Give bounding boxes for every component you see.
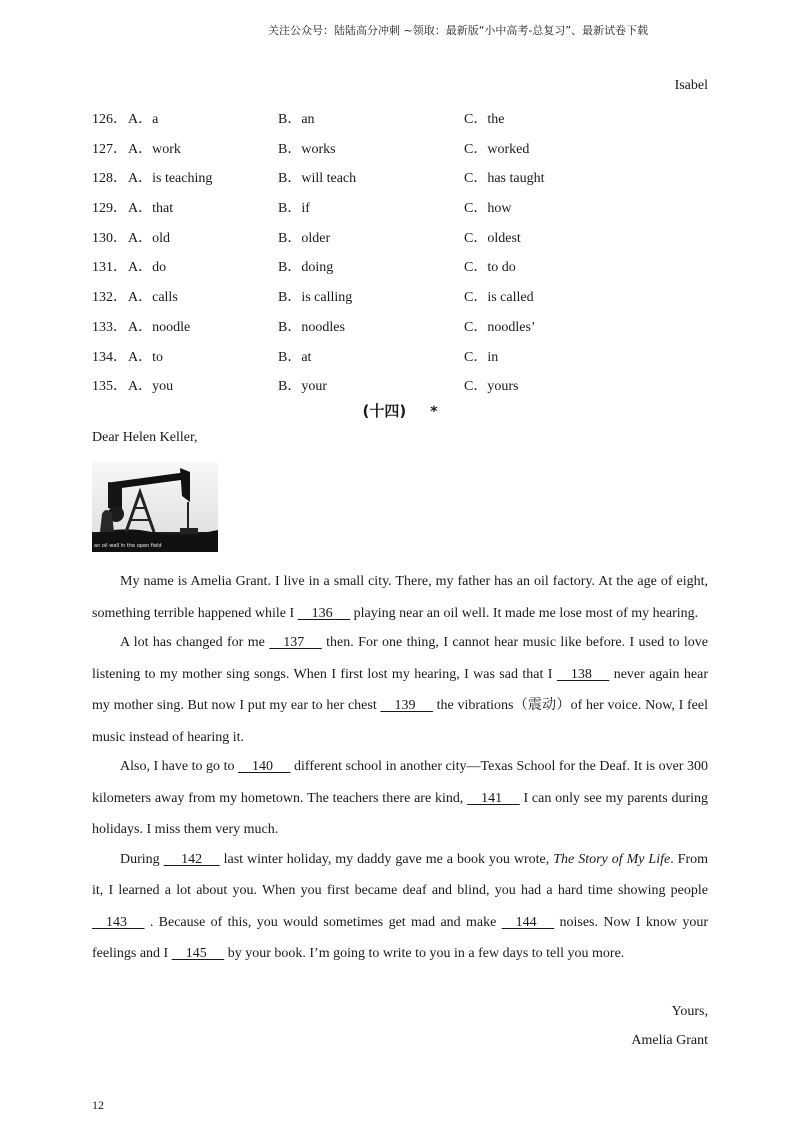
option-row-126 — [92, 104, 712, 134]
option-row-128 — [92, 163, 712, 193]
blank-145[interactable]: 145 — [171, 946, 225, 961]
option-row-131 — [92, 252, 712, 282]
option-a: A．calls — [128, 290, 178, 306]
text-segment: then. For one thing, I cannot hear music like before. I used to love listening to my mother sing songs. When I first lost my hearing, I was sad that I — [92, 635, 708, 682]
option-b: B．doing — [278, 260, 334, 276]
option-row-130 — [92, 223, 712, 253]
text-segment: by your book. I’m going to write to you in a few days to tell you more. — [224, 946, 625, 961]
option-b: B．works — [278, 141, 336, 157]
question-number: 135． — [92, 379, 127, 395]
question-number: 134． — [92, 349, 127, 365]
option-a: A．old — [128, 230, 170, 246]
options-list — [92, 104, 712, 401]
option-b: B．will teach — [278, 171, 357, 187]
option-c: C．how — [464, 201, 512, 217]
option-b: B．is calling — [278, 290, 353, 306]
option-b: B．your — [278, 379, 327, 395]
oil-well-photo — [92, 462, 218, 552]
text-segment: . From it, I learned a lot about you. When you first became deaf and blind, you had a hard time showing people — [92, 851, 709, 898]
option-row-129 — [92, 193, 712, 223]
question-number: 133． — [92, 319, 127, 335]
option-a: A．is teaching — [128, 171, 213, 187]
blank-140[interactable]: 140 — [238, 759, 291, 774]
oil-well-illustration — [92, 462, 218, 552]
option-row-127 — [92, 134, 712, 164]
photo-caption: an oil well in the open field — [94, 543, 162, 549]
text-segment: My name is Amelia Grant. I live in a small city. There, my father has an oil factory. At the age of eight, something terrible happened while I — [92, 574, 708, 621]
text-segment: playing near an oil well. It made me lose most of my hearing. — [350, 605, 699, 621]
question-number: 127． — [92, 141, 127, 157]
question-number: 129． — [92, 201, 127, 217]
letter-signature: Amelia Grant — [631, 1033, 708, 1048]
section-title — [0, 400, 800, 421]
option-a: A．a — [128, 112, 159, 127]
option-row-134 — [92, 342, 712, 372]
blank-137[interactable]: 137 — [269, 635, 322, 650]
text-segment: the vibrations（震动）of her voice. Now, I feel music instead of hearing it. — [92, 698, 708, 745]
page-header: 关注公众号：陆陆高分冲刺 ~领取：最新版“小中高考-总复习”、最新试卷下载 — [268, 24, 649, 37]
blank-138[interactable]: 138 — [556, 666, 610, 682]
letter-paragraph-2 — [92, 627, 708, 753]
question-number: 126． — [92, 112, 127, 127]
text-segment: last winter holiday, my daddy gave me a book you wrote, — [219, 851, 554, 867]
letter-body — [92, 566, 708, 970]
option-c: C．oldest — [464, 230, 521, 246]
option-b: B．noodles — [278, 319, 345, 335]
book-title: The Story of My Life — [553, 851, 671, 867]
option-c: C．in — [464, 349, 499, 365]
previous-letter-signature: Isabel — [674, 78, 708, 93]
option-b: B．if — [278, 201, 310, 217]
page-number: 12 — [92, 1098, 104, 1112]
blank-139[interactable]: 139 — [380, 698, 433, 713]
option-c: C．noodles’ — [464, 319, 536, 335]
text-segment: During — [120, 851, 164, 867]
text-segment: noises. Now I know your feelings and I — [92, 914, 709, 961]
text-segment: never again hear my mother sing. But now I put my ear to her chest — [92, 666, 708, 713]
option-b: B．at — [278, 349, 312, 365]
option-a: A．do — [128, 260, 167, 276]
text-segment: different school in another city—Texas School for the Deaf. It is over 300 kilometers away from my hometown. The teachers there are kind, — [92, 759, 708, 806]
letter-closing: Yours, — [671, 1004, 708, 1019]
section-number: (十四) — [362, 402, 407, 420]
letter-paragraph-3 — [92, 751, 708, 846]
difficulty-star: * — [430, 404, 438, 420]
option-a: A．noodle — [128, 319, 191, 335]
question-number: 131． — [92, 260, 127, 276]
option-row-133 — [92, 312, 712, 342]
question-number: 128． — [92, 171, 127, 187]
letter-paragraph-4 — [92, 844, 708, 970]
option-c: C．yours — [464, 379, 519, 395]
option-a: A．work — [128, 141, 181, 157]
option-a: A．to — [128, 349, 163, 365]
text-segment: . Because of this, you would sometimes get mad and make — [144, 914, 502, 930]
blank-143[interactable]: 143 — [92, 914, 145, 930]
blank-144[interactable]: 144 — [501, 914, 555, 930]
question-number: 130． — [92, 230, 127, 246]
option-a: A．that — [128, 201, 174, 217]
option-c: C．has taught — [464, 171, 545, 187]
letter-greeting: Dear Helen Keller, — [92, 430, 198, 445]
blank-142[interactable]: 142 — [163, 851, 220, 867]
option-a: A．you — [128, 379, 174, 395]
option-b: B．an — [278, 112, 315, 127]
text-segment: I can only see my parents during holidays. I miss them very much. — [92, 790, 708, 837]
text-segment: Also, I have to go to — [120, 759, 238, 774]
blank-141[interactable]: 141 — [467, 790, 520, 806]
option-row-132 — [92, 282, 712, 312]
option-row-135 — [92, 371, 712, 401]
option-c: C．the — [464, 112, 505, 127]
question-number: 132． — [92, 290, 127, 306]
option-c: C．is called — [464, 290, 534, 306]
text-segment: A lot has changed for me — [120, 635, 270, 650]
option-b: B．older — [278, 230, 331, 246]
option-c: C．to do — [464, 260, 516, 276]
letter-paragraph-1 — [92, 566, 708, 629]
blank-136[interactable]: 136 — [297, 605, 351, 621]
option-c: C．worked — [464, 141, 530, 157]
